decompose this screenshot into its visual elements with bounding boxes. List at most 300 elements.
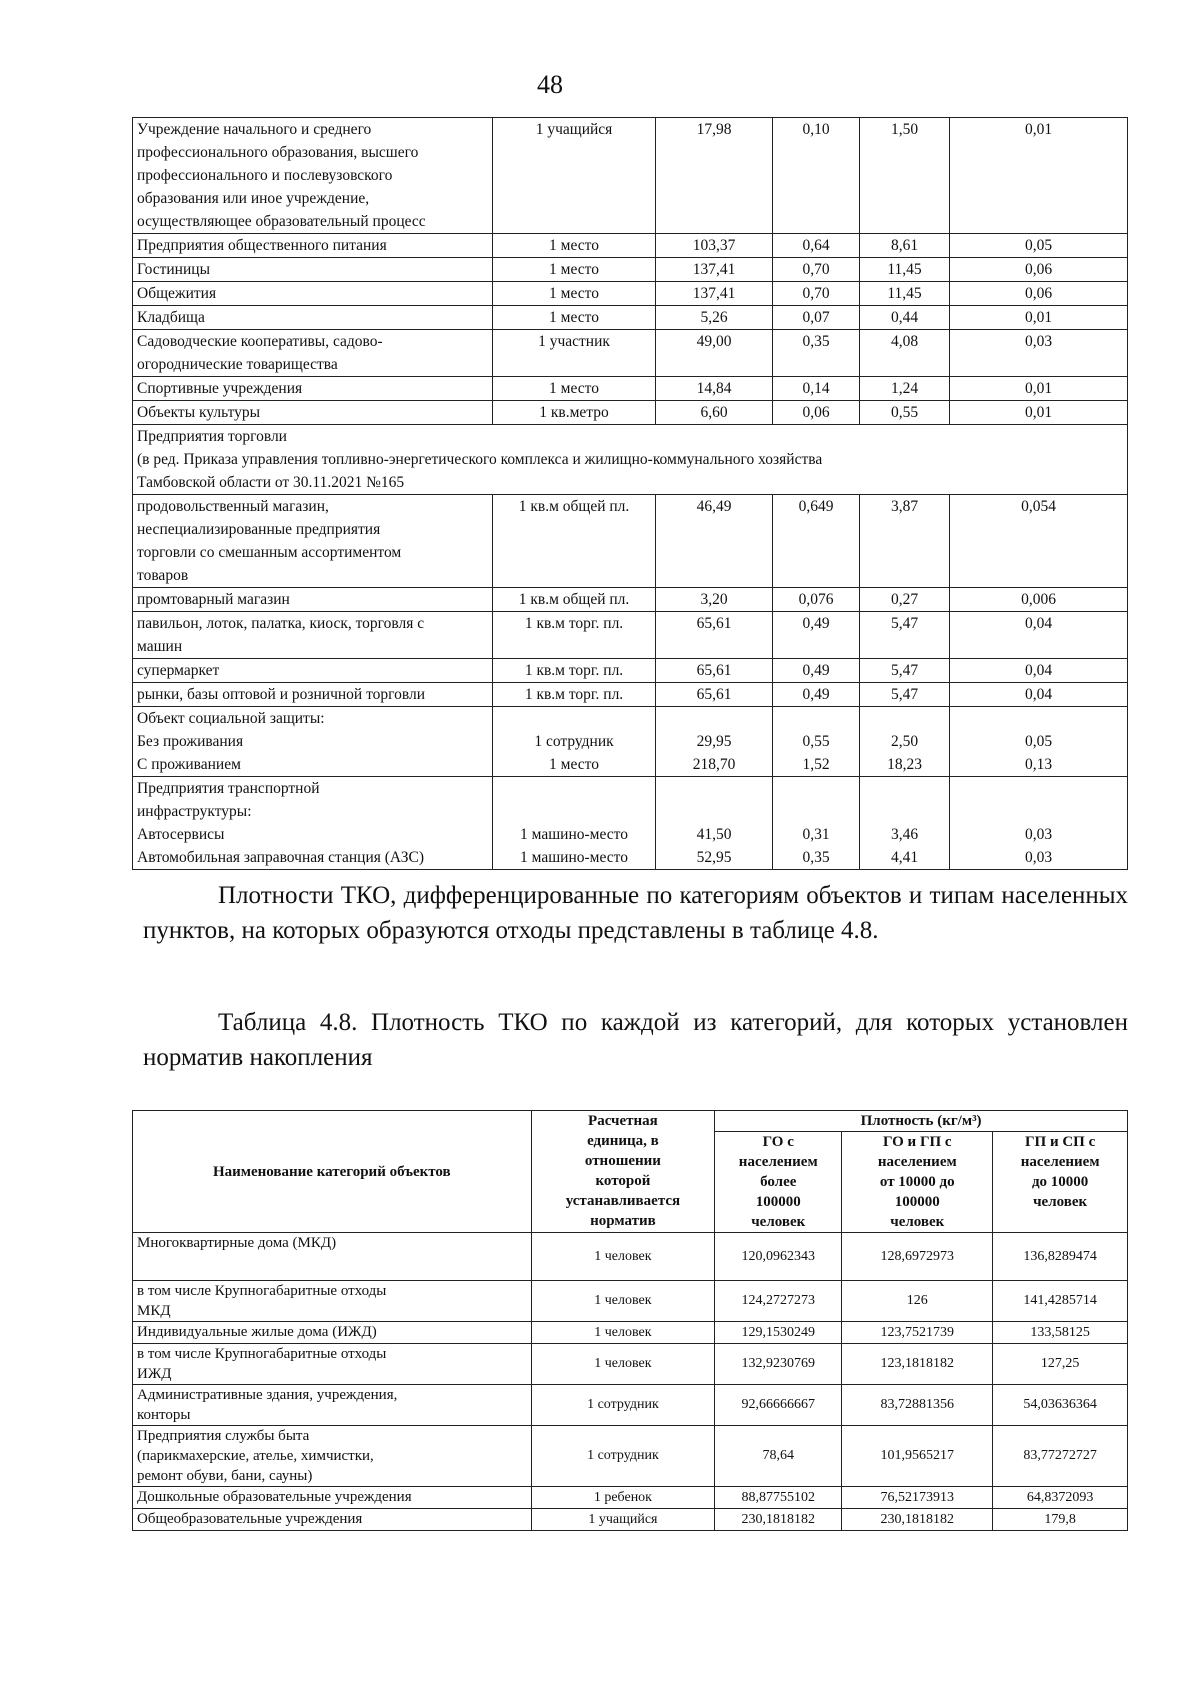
- header-col-3-line: ГП и СП с: [1025, 1134, 1096, 1150]
- row-unit: 1 сотрудник: [531, 1426, 715, 1487]
- row-name: [133, 401, 493, 425]
- trade-header-line: Тамбовской области от 30.11.2021 №165: [137, 474, 405, 491]
- row-name-line: Учреждение начального и среднего: [137, 121, 372, 138]
- social-value-4-lines: [954, 707, 1123, 776]
- row-name: [133, 1344, 532, 1385]
- transport-value-3-lines: [864, 777, 945, 869]
- row-value-3: 5,47: [860, 683, 950, 707]
- row-name: [133, 1322, 532, 1344]
- header-unit-line: которой: [595, 1173, 651, 1189]
- density-table-body: [133, 1233, 1128, 1531]
- social-value-3: [860, 707, 950, 777]
- trade-header: [133, 425, 1128, 495]
- row-name-lines: [137, 401, 488, 424]
- row-value-2: 0,649: [773, 495, 860, 588]
- row-value-2: 126: [842, 1281, 993, 1322]
- transport-value-2-line: 0,35: [802, 849, 830, 866]
- row-value-2: 0,14: [773, 377, 860, 401]
- table-row: [133, 1322, 1128, 1344]
- header-col-1-line: 100000: [755, 1194, 801, 1210]
- row-unit: 1 кв.м общей пл.: [493, 588, 656, 612]
- row-value-1: 120,0962343: [715, 1233, 842, 1281]
- row-value-2: 76,52173913: [842, 1487, 993, 1509]
- transport-unit: [493, 777, 656, 870]
- row-name-lines: [137, 1281, 527, 1321]
- table-row: [133, 1426, 1128, 1487]
- row-name-lines: [137, 282, 488, 305]
- row-value-3: 83,77272727: [993, 1426, 1128, 1487]
- row-unit: 1 кв.м торг. пл.: [493, 683, 656, 707]
- social-name-line: Объект социальной защиты:: [137, 710, 325, 727]
- header-density: Плотность (кг/м³): [715, 1111, 1128, 1132]
- transport-unit-line: [497, 777, 651, 800]
- waste-norms-table-body: [133, 118, 1128, 870]
- social-unit-line: [497, 707, 651, 730]
- header-col-1-line: более: [760, 1174, 797, 1190]
- table-row: [133, 1487, 1128, 1509]
- row-name-lines: [137, 306, 488, 329]
- row-name-lines: [137, 1322, 527, 1342]
- row-value-3: 133,58125: [993, 1322, 1128, 1344]
- table-row: [133, 1281, 1128, 1322]
- row-name-line: ремонт обуви, бани, сауны): [137, 1468, 313, 1484]
- row-name-line: Предприятия службы быта: [137, 1428, 310, 1444]
- row-name: [133, 1426, 532, 1487]
- table-row: [133, 282, 1128, 306]
- row-name-line: товаров: [137, 567, 189, 584]
- row-value-2: 101,9565217: [842, 1426, 993, 1487]
- transport-unit-line: 1 машино-место: [520, 849, 628, 866]
- header-col-1-line: ГО с: [762, 1134, 794, 1150]
- transport-value-4-lines: [954, 777, 1123, 869]
- table-row: [133, 306, 1128, 330]
- row-name-line: профессионального образования, высшего: [137, 144, 419, 161]
- social-value-4-line: 0,13: [1024, 756, 1053, 773]
- social-value-4: [950, 707, 1128, 777]
- row-unit: 1 ребенок: [531, 1487, 715, 1509]
- transport-value-4-line: [954, 777, 1123, 800]
- social-value-2-line: [777, 707, 855, 730]
- social-name-lines: [137, 707, 488, 776]
- row-value-1: 6,60: [656, 401, 773, 425]
- table-row: [133, 377, 1128, 401]
- header-unit-line: единица, в: [587, 1133, 659, 1149]
- transport-value-2-lines: [777, 777, 855, 869]
- social-unit-line: 1 сотрудник: [534, 733, 614, 750]
- row-value-2: 0,10: [773, 118, 860, 234]
- transport-value-3-line: [864, 800, 945, 823]
- row-unit: 1 учащийся: [531, 1509, 715, 1531]
- table-row: [133, 1233, 1128, 1281]
- row-name-line: Спортивные учреждения: [137, 380, 303, 397]
- row-value-4: 0,006: [950, 588, 1128, 612]
- row-value-1: 137,41: [656, 282, 773, 306]
- row-name-line: торговли со смешанным ассортиментом: [137, 544, 402, 561]
- social-name-line: Без проживания: [137, 733, 244, 750]
- header-unit-line: норматив: [590, 1213, 656, 1229]
- header-col-2-line: ГО и ГП с: [882, 1134, 952, 1150]
- row-value-3: 0,44: [860, 306, 950, 330]
- row-value-4: 0,04: [950, 612, 1128, 659]
- row-name-lines: [137, 1426, 527, 1486]
- row-unit: 1 участник: [493, 330, 656, 377]
- social-name-line: С проживанием: [137, 756, 241, 773]
- row-value-3: 11,45: [860, 282, 950, 306]
- transport-value-1-line: 52,95: [696, 849, 732, 866]
- row-value-4: 0,01: [950, 401, 1128, 425]
- row-name-line: Дошкольные образовательные учреждения: [137, 1489, 412, 1505]
- row-value-4: 0,03: [950, 330, 1128, 377]
- trade-header-lines: [137, 425, 1123, 494]
- transport-value-1-line: [660, 777, 768, 800]
- row-name: [133, 118, 493, 234]
- row-value-1: 65,61: [656, 659, 773, 683]
- row-value-4: 0,054: [950, 495, 1128, 588]
- header-unit-line: устанавливается: [565, 1193, 681, 1209]
- row-value-2: 123,7521739: [842, 1322, 993, 1344]
- trade-header-line: Предприятия торговли: [137, 428, 287, 445]
- row-unit: 1 учащийся: [493, 118, 656, 234]
- social-value-3-line: 2,50: [890, 733, 919, 750]
- row-value-2: 128,6972973: [842, 1233, 993, 1281]
- social-unit-line: 1 место: [549, 756, 599, 773]
- transport-value-1-line: [660, 800, 768, 823]
- row-value-3: 127,25: [993, 1344, 1128, 1385]
- table-4-8-caption: Таблица 4.8. Плотность ТКО по каждой из категорий, для которых установлен норматив накопления: [143, 1009, 1128, 1071]
- row-name: [133, 495, 493, 588]
- row-name-line: неспециализированные предприятия: [137, 521, 381, 538]
- row-name-lines: [137, 377, 488, 400]
- transport-value-4-line: 0,03: [1024, 826, 1053, 843]
- header-col-1-lines: [719, 1132, 837, 1232]
- row-name-line: профессионального и послевузовского: [137, 167, 393, 184]
- row-value-3: 11,45: [860, 258, 950, 282]
- header-col-3-line: до 10000: [1031, 1174, 1089, 1190]
- transport-value-2-line: 0,31: [802, 826, 830, 843]
- header-col-3-line: населением: [1020, 1154, 1100, 1170]
- row-name-line: Объекты культуры: [137, 404, 261, 421]
- row-unit: 1 место: [493, 282, 656, 306]
- row-name: [133, 330, 493, 377]
- row-name-line: в том числе Крупногабаритные отходы: [137, 1346, 387, 1362]
- header-col-2-line: человек: [890, 1214, 945, 1230]
- transport-value-3: [860, 777, 950, 870]
- row-value-3: 0,27: [860, 588, 950, 612]
- header-col-2-line: от 10000 до: [879, 1174, 955, 1190]
- row-name-lines: [137, 659, 488, 682]
- row-name-lines: [137, 1385, 527, 1425]
- row-value-1: 17,98: [656, 118, 773, 234]
- header-col-1-line: населением: [738, 1154, 818, 1170]
- row-value-1: 103,37: [656, 234, 773, 258]
- row-value-1: 3,20: [656, 588, 773, 612]
- row-unit: 1 кв.м торг. пл.: [493, 612, 656, 659]
- table-row: [133, 659, 1128, 683]
- row-unit: 1 человек: [531, 1281, 715, 1322]
- social-unit: [493, 707, 656, 777]
- row-name-line: огороднические товарищества: [137, 356, 338, 373]
- row-name-lines: [137, 1509, 527, 1529]
- row-value-3: 4,08: [860, 330, 950, 377]
- transport-name-lines: [137, 777, 488, 869]
- row-value-4: 0,05: [950, 234, 1128, 258]
- social-value-1-line: [660, 707, 768, 730]
- header-category: Наименование категорий объектов: [133, 1111, 532, 1233]
- row-name: [133, 1487, 532, 1509]
- row-value-2: 0,64: [773, 234, 860, 258]
- row-value-3: 1,24: [860, 377, 950, 401]
- row-unit: 1 место: [493, 377, 656, 401]
- row-name-line: образования или иное учреждение,: [137, 190, 370, 207]
- row-name-lines: [137, 258, 488, 281]
- row-name-line: Садоводческие кооперативы, садово-: [137, 333, 383, 350]
- table-row: [133, 1509, 1128, 1531]
- row-value-1: 46,49: [656, 495, 773, 588]
- transport-value-3-line: 3,46: [890, 826, 919, 843]
- row-value-2: 0,49: [773, 612, 860, 659]
- header-unit-line: отношении: [584, 1153, 661, 1169]
- row-value-3: 0,55: [860, 401, 950, 425]
- social-value-2-line: 1,52: [802, 756, 830, 773]
- row-value-1: 129,1530249: [715, 1322, 842, 1344]
- transport-value-2-line: [777, 777, 855, 800]
- row-name-line: Кладбища: [137, 309, 205, 326]
- transport-name-line: Автосервисы: [137, 826, 225, 843]
- social-value-1-line: 218,70: [692, 756, 736, 773]
- page-number: 48: [537, 70, 563, 99]
- row-name-lines: [137, 612, 488, 658]
- social-value-2-lines: [777, 707, 855, 776]
- row-value-1: 78,64: [715, 1426, 842, 1487]
- row-name-line: машин: [137, 638, 183, 655]
- social-value-1: [656, 707, 773, 777]
- row-name-line: рынки, базы оптовой и розничной торговли: [137, 686, 426, 703]
- row-value-1: 137,41: [656, 258, 773, 282]
- row-name-lines: [137, 1344, 527, 1384]
- header-col-1: [715, 1132, 842, 1233]
- row-value-4: 0,06: [950, 282, 1128, 306]
- row-unit: 1 человек: [531, 1233, 715, 1281]
- row-value-4: 0,01: [950, 118, 1128, 234]
- social-value-4-line: [954, 707, 1123, 730]
- row-name: [133, 1233, 532, 1281]
- transport-value-2-line: [777, 800, 855, 823]
- row-name-line: супермаркет: [137, 662, 220, 679]
- row-value-2: 0,49: [773, 683, 860, 707]
- table-row: [133, 612, 1128, 659]
- transport-value-4: [950, 777, 1128, 870]
- transport-value-1: [656, 777, 773, 870]
- row-name-line: (парикмахерские, ателье, химчистки,: [137, 1448, 374, 1464]
- row-value-3: 5,47: [860, 659, 950, 683]
- row-name: [133, 306, 493, 330]
- row-value-2: 0,07: [773, 306, 860, 330]
- row-name-line: Индивидуальные жилые дома (ИЖД): [137, 1324, 377, 1340]
- social-value-3-lines: [864, 707, 945, 776]
- transport-value-2: [773, 777, 860, 870]
- transport-name-line: инфраструктуры:: [137, 803, 252, 820]
- social-value-1-lines: [660, 707, 768, 776]
- row-name: [133, 1281, 532, 1322]
- transport-name: [133, 777, 493, 870]
- row-value-3: 54,03636364: [993, 1385, 1128, 1426]
- row-value-2: 0,076: [773, 588, 860, 612]
- row-unit: 1 место: [493, 234, 656, 258]
- row-name-lines: [137, 1487, 527, 1507]
- row-name: [133, 258, 493, 282]
- density-table: [132, 1110, 1128, 1531]
- header-col-3-line: человек: [1033, 1194, 1088, 1210]
- transport-name-line: Автомобильная заправочная станция (АЗС): [137, 849, 424, 866]
- row-value-4: 0,01: [950, 306, 1128, 330]
- row-name-line: Многоквартирные дома (МКД): [137, 1235, 337, 1251]
- row-unit: 1 место: [493, 258, 656, 282]
- row-value-3: 8,61: [860, 234, 950, 258]
- transport-value-1-line: 41,50: [696, 826, 732, 843]
- header-unit: [531, 1111, 715, 1233]
- table-row: [133, 495, 1128, 588]
- row-value-1: 49,00: [656, 330, 773, 377]
- transport-value-4-line: 0,03: [1024, 849, 1053, 866]
- row-unit: 1 кв.м общей пл.: [493, 495, 656, 588]
- transport-value-1-lines: [660, 777, 768, 869]
- row-name-line: Общежития: [137, 285, 217, 302]
- social-name: [133, 707, 493, 777]
- row-value-1: 65,61: [656, 612, 773, 659]
- row-value-3: 1,50: [860, 118, 950, 234]
- row-name-line: конторы: [137, 1407, 191, 1423]
- row-name-line: Предприятия общественного питания: [137, 237, 387, 254]
- table-row: [133, 588, 1128, 612]
- row-name-line: ИЖД: [137, 1366, 172, 1382]
- row-value-1: 230,1818182: [715, 1509, 842, 1531]
- transport-row: [133, 777, 1128, 870]
- row-name: [133, 234, 493, 258]
- row-unit: 1 кв.м торг. пл.: [493, 659, 656, 683]
- row-name-lines: [137, 234, 488, 257]
- transport-value-4-line: [954, 800, 1123, 823]
- row-value-1: 88,87755102: [715, 1487, 842, 1509]
- row-name: [133, 612, 493, 659]
- row-value-2: 0,70: [773, 258, 860, 282]
- row-value-1: 5,26: [656, 306, 773, 330]
- row-name: [133, 588, 493, 612]
- row-name: [133, 377, 493, 401]
- row-value-2: 0,06: [773, 401, 860, 425]
- social-row: [133, 707, 1128, 777]
- row-value-3: 3,87: [860, 495, 950, 588]
- row-value-2: 230,1818182: [842, 1509, 993, 1531]
- waste-norms-table: [132, 117, 1128, 870]
- row-name-lines: [137, 495, 488, 587]
- row-name-lines: [137, 118, 488, 233]
- header-unit-line: Расчетная: [588, 1113, 658, 1129]
- row-value-1: 14,84: [656, 377, 773, 401]
- row-name: [133, 659, 493, 683]
- table-row: [133, 234, 1128, 258]
- row-value-4: 0,04: [950, 659, 1128, 683]
- row-value-1: 124,2727273: [715, 1281, 842, 1322]
- row-name: [133, 1385, 532, 1426]
- row-value-1: 92,66666667: [715, 1385, 842, 1426]
- density-intro-paragraph: Плотности ТКО, дифференцированные по категориям объектов и типам населенных пунктов, на которых образуются отходы представлены в таблице 4.8.: [143, 882, 1128, 944]
- social-value-1-line: 29,95: [696, 733, 732, 750]
- row-value-3: 141,4285714: [993, 1281, 1128, 1322]
- row-name-line: продовольственный магазин,: [137, 498, 329, 515]
- row-name: [133, 683, 493, 707]
- row-unit: 1 место: [493, 306, 656, 330]
- social-value-4-line: 0,05: [1024, 733, 1053, 750]
- row-unit: 1 человек: [531, 1322, 715, 1344]
- table-row: [133, 683, 1128, 707]
- row-value-2: 83,72881356: [842, 1385, 993, 1426]
- row-unit: 1 человек: [531, 1344, 715, 1385]
- social-value-2-line: 0,55: [802, 733, 830, 750]
- row-name: [133, 1509, 532, 1531]
- row-name-line: в том числе Крупногабаритные отходы: [137, 1283, 387, 1299]
- header-col-2: [842, 1132, 993, 1233]
- row-unit: 1 сотрудник: [531, 1385, 715, 1426]
- header-col-2-line: 100000: [894, 1194, 940, 1210]
- transport-unit-line: 1 машино-место: [520, 826, 628, 843]
- row-value-2: 0,49: [773, 659, 860, 683]
- header-col-2-lines: [846, 1132, 988, 1232]
- row-value-3: 5,47: [860, 612, 950, 659]
- social-value-2: [773, 707, 860, 777]
- row-name-line: МКД: [137, 1303, 171, 1319]
- row-name-line: Гостиницы: [137, 261, 210, 278]
- row-value-3: 136,8289474: [993, 1233, 1128, 1281]
- table-row: [133, 330, 1128, 377]
- table-row: [133, 1344, 1128, 1385]
- transport-unit-line: [497, 800, 651, 823]
- row-value-4: 0,04: [950, 683, 1128, 707]
- row-name-lines: [137, 1233, 527, 1253]
- row-value-3: 179,8: [993, 1509, 1128, 1531]
- row-value-4: 0,06: [950, 258, 1128, 282]
- row-value-2: 0,35: [773, 330, 860, 377]
- row-name-lines: [137, 330, 488, 376]
- row-name-line: промтоварный магазин: [137, 591, 290, 608]
- row-name-line: осуществляющее образовательный процесс: [137, 213, 426, 230]
- transport-unit-lines: [497, 777, 651, 869]
- header-col-3-lines: [997, 1132, 1123, 1212]
- table-row: [133, 258, 1128, 282]
- social-value-3-line: 18,23: [887, 756, 922, 773]
- row-value-2: 123,1818182: [842, 1344, 993, 1385]
- row-name-lines: [137, 588, 488, 611]
- header-col-3: [993, 1132, 1128, 1233]
- row-name: [133, 282, 493, 306]
- table-row: [133, 1385, 1128, 1426]
- row-value-3: 64,8372093: [993, 1487, 1128, 1509]
- table-row: [133, 401, 1128, 425]
- header-unit-lines: [536, 1111, 711, 1231]
- header-col-2-line: населением: [877, 1154, 957, 1170]
- row-value-4: 0,01: [950, 377, 1128, 401]
- row-value-1: 132,9230769: [715, 1344, 842, 1385]
- transport-value-3-line: 4,41: [890, 849, 919, 866]
- trade-header-line: (в ред. Приказа управления топливно-энергетического комплекса и жилищно-коммунального хозяйства: [137, 451, 823, 468]
- row-name-line: Общеобразовательные учреждения: [137, 1511, 363, 1527]
- social-unit-lines: [497, 707, 651, 776]
- transport-name-line: Предприятия транспортной: [137, 780, 320, 797]
- row-name-line: Административные здания, учреждения,: [137, 1387, 398, 1403]
- row-value-2: 0,70: [773, 282, 860, 306]
- row-unit: 1 кв.метро: [493, 401, 656, 425]
- transport-value-3-line: [864, 777, 945, 800]
- trade-header-row: [133, 425, 1128, 495]
